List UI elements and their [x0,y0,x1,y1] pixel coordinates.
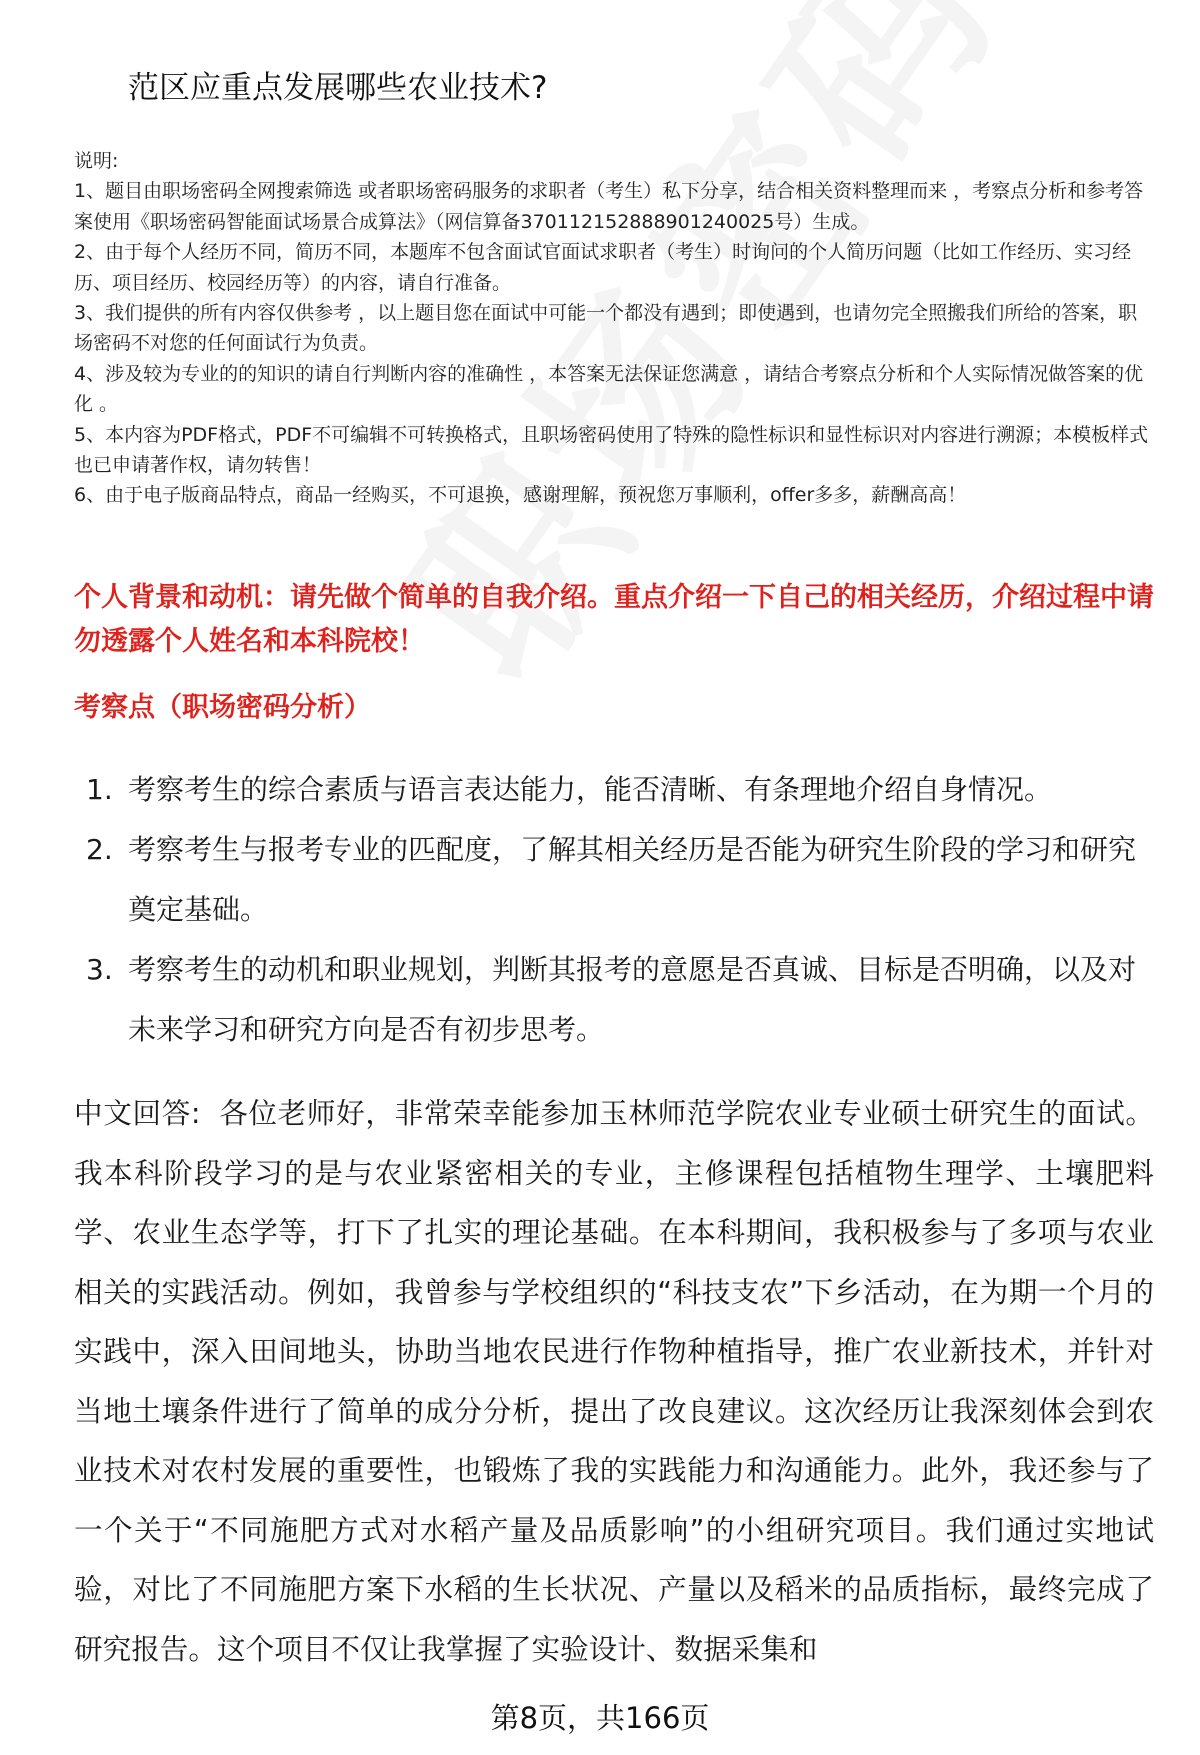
focus-point-number: 2. [86,833,113,866]
focus-point-number: 1. [86,773,113,806]
note-item: 5、本内容为PDF格式，PDF不可编辑不可转换格式，且职场密码使用了特殊的隐性标识和显性标识对内容进行溯源；本模板样式也已申请著作权，请勿转售！ [74,423,1149,477]
focus-point-text: 考察考生与报考专业的匹配度，了解其相关经历是否能为研究生阶段的学习和研究奠定基础。 [128,833,1137,926]
question-heading: 个人背景和动机：请先做个简单的自我介绍。重点介绍一下自己的相关经历，介绍过程中请勿透露个人姓名和本科院校！ [74,582,1154,657]
focus-heading: 考察点（职场密码分析） [74,692,371,723]
notes-section [74,146,1154,511]
focus-points-list [74,760,1154,1060]
note-item: 6、由于电子版商品特点，商品一经购买，不可退换，感谢理解，预祝您万事顺利，offer多多，薪酬高高！ [74,484,967,507]
focus-point-text: 考察考生的综合素质与语言表达能力，能否清晰、有条理地介绍自身情况。 [128,773,1053,806]
answer-paragraph [74,1084,1154,1679]
page-footer: 第8页，共166页 [490,1701,710,1735]
focus-point [74,820,1154,940]
note-item: 1、题目由职场密码全网搜索筛选 或者职场密码服务的求职者（考生）私下分享，结合相关资料整理而来 ，考察点分析和参考答案使用《职场密码智能面试场景合成算法》（网信算备370112152888901240025号）生成。 [74,180,1144,233]
focus-point-number: 3. [86,953,113,986]
focus-point [74,940,1154,1060]
focus-point [74,760,1154,820]
answer-text: 各位老师好，非常荣幸能参加玉林师范学院农业专业硕士研究生的面试。我本科阶段学习的是与农业紧密相关的专业，主修课程包括植物生理学、土壤肥料学、农业生态学等，打下了扎实的理论基础。在本科期间，我积极参与了多项与农业相关的实践活动。例如，我曾参与学校组织的“科技支农”下乡活动，在为期一个月的实践中，深入田间地头，协助当地农民进行作物种植指导，推广农业新技术，并针对当地土壤条件进行了简单的成分分析，提出了改良建议。这次经历让我深刻体会到农业技术对农村发展的重要性，也锻炼了我的实践能力和沟通能力。此外，我还参与了一个关于“不同施肥方式对水稻产量及品质影响”的小组研究项目。我们通过实地试验，对比了不同施肥方案下水稻的生长状况、产量以及稻米的品质指标，最终完成了研究报告。这个项目不仅让我掌握了实验设计、数据采集和 [74,1096,1154,1666]
answer-label: 中文回答: [74,1096,201,1130]
note-item: 4、涉及较为专业的的知识的请自行判断内容的准确性 ，本答案无法保证您满意 ，请结合考察点分析和个人实际情况做答案的优化 。 [74,362,1144,416]
note-item: 3、我们提供的所有内容仅供参考 ，以上题目您在面试中可能一个都没有遇到；即使遇到，也请勿完全照搬我们所给的答案，职场密码不对您的任何面试行为负责。 [74,302,1138,355]
focus-point-text: 考察考生的动机和职业规划，判断其报考的意愿是否真诚、目标是否明确，以及对未来学习和研究方向是否有初步思考。 [128,953,1137,1046]
note-item: 2、由于每个人经历不同，简历不同，本题库不包含面试官面试求职者（考生）时询问的个人简历问题（比如工作经历、实习经历、项目经历、校园经历等）的内容，请自行准备。 [74,241,1132,294]
notes-header: 说明: [74,150,119,172]
page-title: 范区应重点发展哪些农业技术? [128,70,548,106]
